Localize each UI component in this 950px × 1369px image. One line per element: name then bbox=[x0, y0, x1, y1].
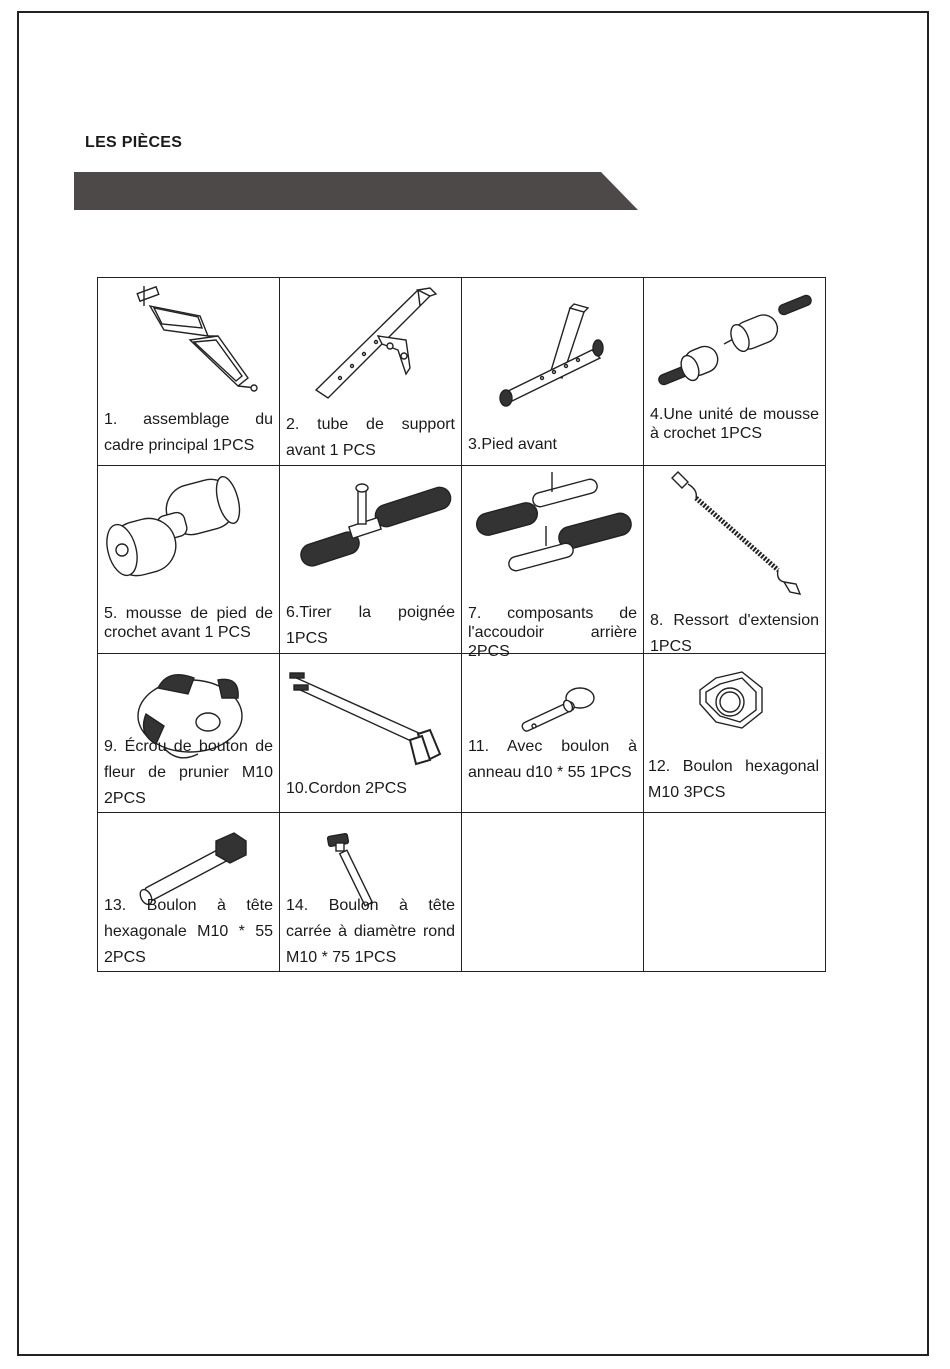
part-caption-14: 14. Boulon à tête carrée à diamètre rond M10 * 75 1PCS bbox=[286, 897, 455, 966]
part-cell-7 bbox=[462, 466, 644, 660]
part-caption-2: 2. tube de support avant 1 PCS bbox=[286, 416, 455, 459]
foam-hook-unit-icon bbox=[644, 278, 825, 408]
part-caption-6: 6.Tirer la poignée 1PCS bbox=[286, 604, 455, 647]
part-cell-2 bbox=[280, 278, 462, 466]
extension-spring-icon bbox=[644, 466, 825, 596]
part-caption-7: 7. composants de l'accoudoir arrière 2PCS bbox=[468, 605, 637, 660]
part-cell-11 bbox=[462, 654, 644, 813]
part-caption-9: 9. Écrou de bouton de fleur de prunier M10 2PCS bbox=[104, 738, 273, 807]
part-caption-10: 10.Cordon 2PCS bbox=[286, 780, 407, 797]
rear-armrest-components-icon bbox=[462, 466, 643, 596]
part-caption-8: 8. Ressort d'extension 1PCS bbox=[650, 612, 819, 655]
front-foot-icon bbox=[462, 278, 643, 408]
part-cell-5 bbox=[98, 466, 280, 654]
part-caption-1: 1. assemblage du cadre principal 1PCS bbox=[104, 411, 273, 454]
front-hook-foot-foam-icon bbox=[98, 466, 279, 596]
part-cell-14 bbox=[280, 813, 462, 972]
part-caption-11: 11. Avec boulon à anneau d10 * 55 1PCS bbox=[468, 738, 637, 781]
front-support-tube-icon bbox=[280, 278, 461, 408]
part-caption-3: 3.Pied avant bbox=[468, 436, 557, 453]
pull-handle-icon bbox=[280, 466, 461, 596]
part-cell-9 bbox=[98, 654, 280, 813]
section-title: LES PIÈCES bbox=[85, 134, 183, 151]
main-frame-icon bbox=[98, 278, 279, 408]
part-caption-12: 12. Boulon hexagonal M10 3PCS bbox=[648, 758, 819, 801]
parts-table bbox=[97, 277, 826, 972]
part-cell-empty-1 bbox=[462, 813, 644, 972]
part-cell-8 bbox=[644, 466, 826, 654]
part-caption-4: 4.Une unité de mousse à crochet 1PCS bbox=[650, 406, 819, 442]
section-banner bbox=[74, 172, 638, 210]
part-cell-6 bbox=[280, 466, 462, 654]
part-cell-13 bbox=[98, 813, 280, 972]
cord-icon bbox=[280, 654, 461, 784]
part-cell-1 bbox=[98, 278, 280, 466]
part-cell-empty-2 bbox=[644, 813, 826, 972]
part-cell-4 bbox=[644, 278, 826, 466]
part-caption-13: 13. Boulon à tête hexagonale M10 * 55 2PCS bbox=[104, 897, 273, 966]
part-cell-3 bbox=[462, 278, 644, 466]
part-caption-5: 5. mousse de pied de crochet avant 1 PCS bbox=[104, 605, 273, 641]
part-cell-12 bbox=[644, 654, 826, 813]
part-cell-10 bbox=[280, 654, 462, 813]
